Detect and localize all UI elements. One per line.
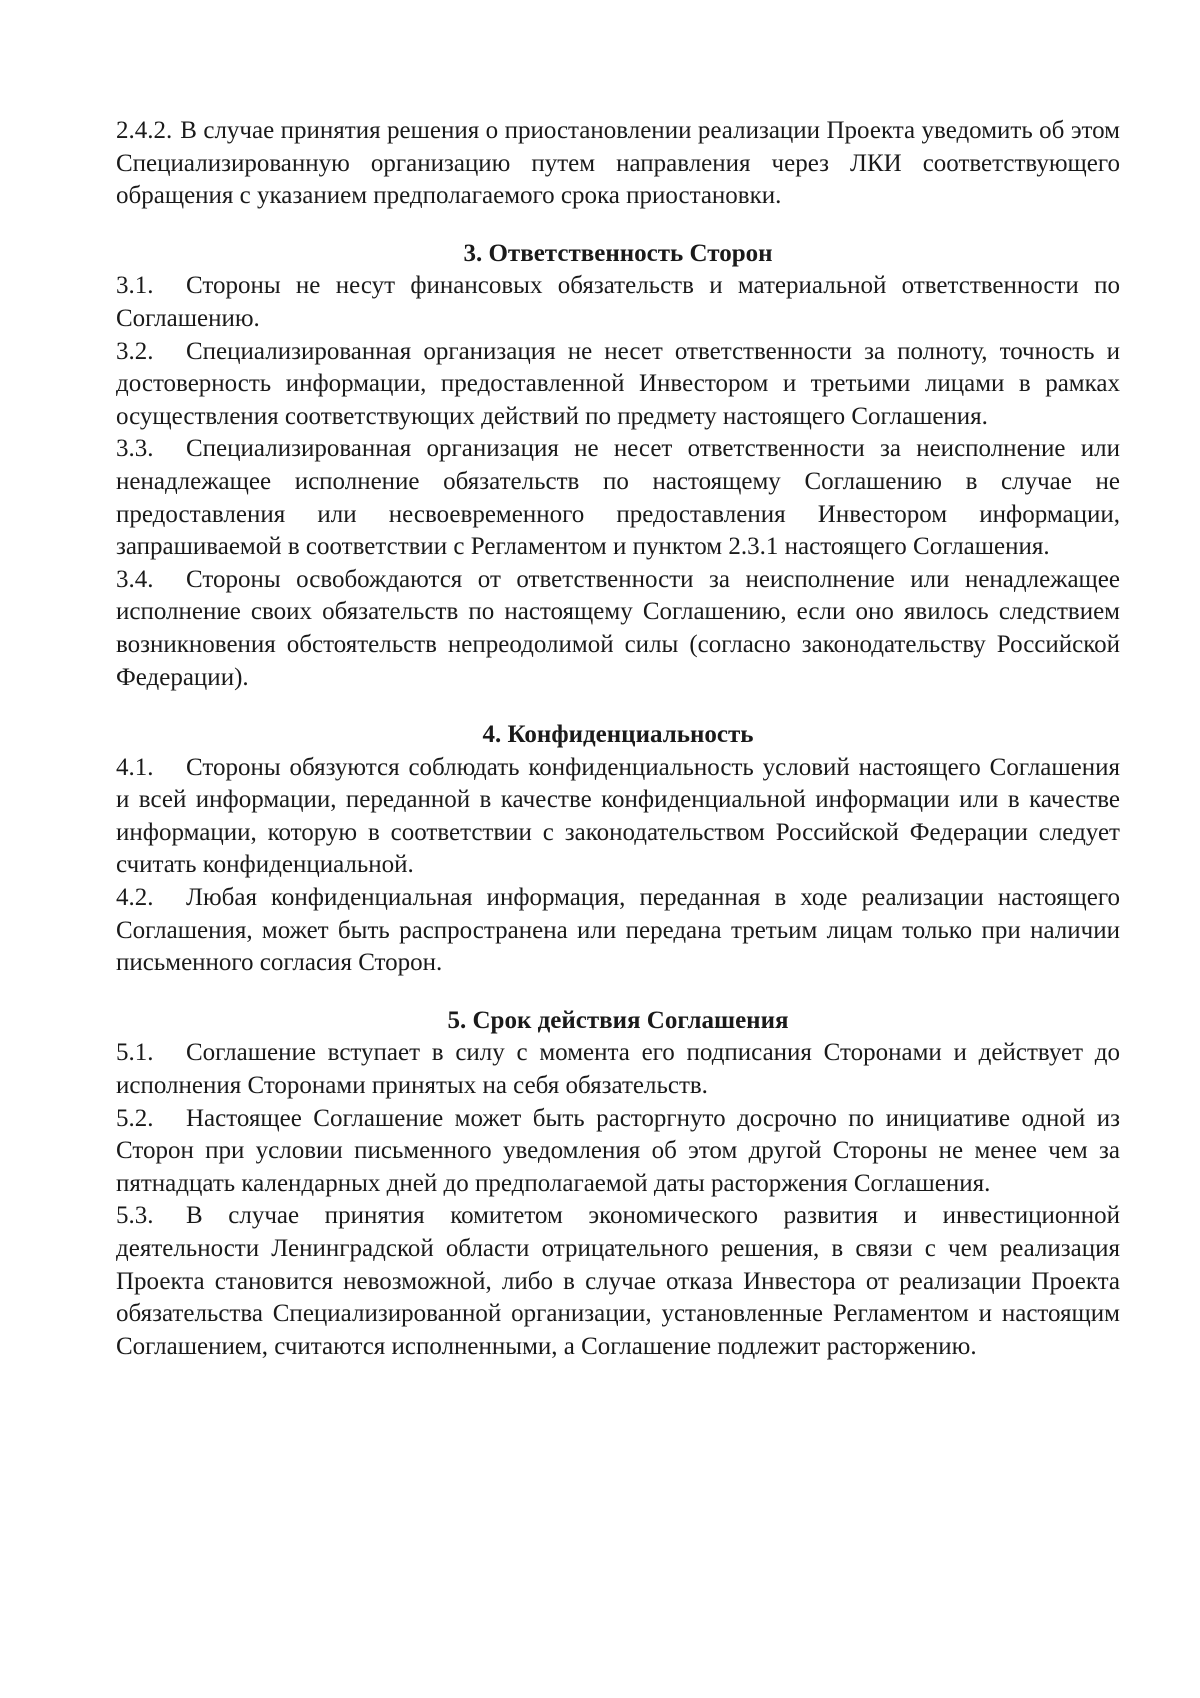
paragraph-3-4 (116, 564, 1120, 694)
paragraph-number: 3.3. (116, 435, 154, 463)
paragraph-text: В случае принятия комитетом экономического развития и инвестиционной деятельности Ленинградской области отрицательного решения, в связи с чем реализация Проекта становится невозможной, либо в случае отказа Инвестора от реализации Проекта обязательства Специализированной организации, установленные Регламентом и настоящим Соглашением, считаются исполненными, а Соглашение подлежит расторжению. (116, 1202, 1120, 1360)
paragraph-number: 5.3. (116, 1202, 154, 1230)
section-heading-3: 3. Ответственность Сторон (463, 239, 773, 267)
paragraph-number: 4.2. (116, 884, 154, 912)
paragraph-number: 2.4.2. (116, 117, 173, 144)
section-heading-5: 5. Срок действия Соглашения (447, 1006, 789, 1034)
paragraph-number: 3.2. (116, 337, 154, 365)
section-heading-4: 4. Конфиденциальность (482, 721, 754, 749)
paragraph-4-2 (116, 882, 1120, 980)
paragraph-text: В случае принятия решения о приостановлении реализации Проекта уведомить об этом Специализированную организацию путем направления через ЛКИ соответствующего обращения с указанием предполагаемого срока приостановки. (116, 117, 1120, 210)
paragraph-text: Стороны обязуются соблюдать конфиденциальность условий настоящего Соглашения и всей информации, переданной в качестве конфиденциальной информации или в качестве информации, которую в соответствии с законодательством Российской Федерации следует считать конфиденциальной. (116, 753, 1120, 879)
paragraph-3-3 (116, 433, 1120, 563)
paragraph-text: Стороны не несут финансовых обязательств и материальной ответственности по Соглашению. (116, 272, 1120, 332)
paragraph-text: Специализированная организация не несет ответственности за полноту, точность и достоверность информации, предоставленной Инвестором и третьими лицами в рамках осуществления соответствующих действий по предмету настоящего Соглашения. (116, 337, 1120, 430)
paragraph-2-4-2 (116, 115, 1120, 213)
paragraph-number: 4.1. (116, 753, 154, 781)
paragraph-5-3 (116, 1200, 1120, 1363)
paragraph-5-1 (116, 1037, 1120, 1102)
paragraph-number: 5.1. (116, 1039, 154, 1067)
paragraph-number: 3.4. (116, 565, 154, 593)
paragraph-3-1 (116, 270, 1120, 335)
paragraph-4-1 (116, 752, 1120, 882)
paragraph-text: Стороны освобождаются от ответственности за неисполнение или ненадлежащее исполнение своих обязательств по настоящему Соглашению, если оно явилось следствием возникновения обстоятельств непреодолимой силы (согласно законодательству Российской Федерации). (116, 565, 1120, 691)
paragraph-3-2 (116, 336, 1120, 434)
paragraph-number: 5.2. (116, 1104, 154, 1132)
paragraph-text: Любая конфиденциальная информация, переданная в ходе реализации настоящего Соглашения, может быть распространена или передана третьим лицам только при наличии письменного согласия Сторон. (116, 884, 1120, 977)
paragraph-text: Специализированная организация не несет ответственности за неисполнение или ненадлежащее исполнение обязательств по настоящему Соглашению в случае не предоставления или несвоевременного предоставления Инвестором информации, запрашиваемой в соответствии с Регламентом и пунктом 2.3.1 настоящего Соглашения. (116, 435, 1120, 561)
paragraph-text: Соглашение вступает в силу с момента его подписания Сторонами и действует до исполнения Сторонами принятых на себя обязательств. (116, 1039, 1120, 1100)
paragraph-text: Настоящее Соглашение может быть расторгнуто досрочно по инициативе одной из Сторон при условии письменного уведомления об этом другой Стороны не менее чем за пятнадцать календарных дней до предполагаемой даты расторжения Соглашения. (116, 1104, 1120, 1197)
paragraph-5-2 (116, 1103, 1120, 1201)
paragraph-number: 3.1. (116, 272, 154, 300)
